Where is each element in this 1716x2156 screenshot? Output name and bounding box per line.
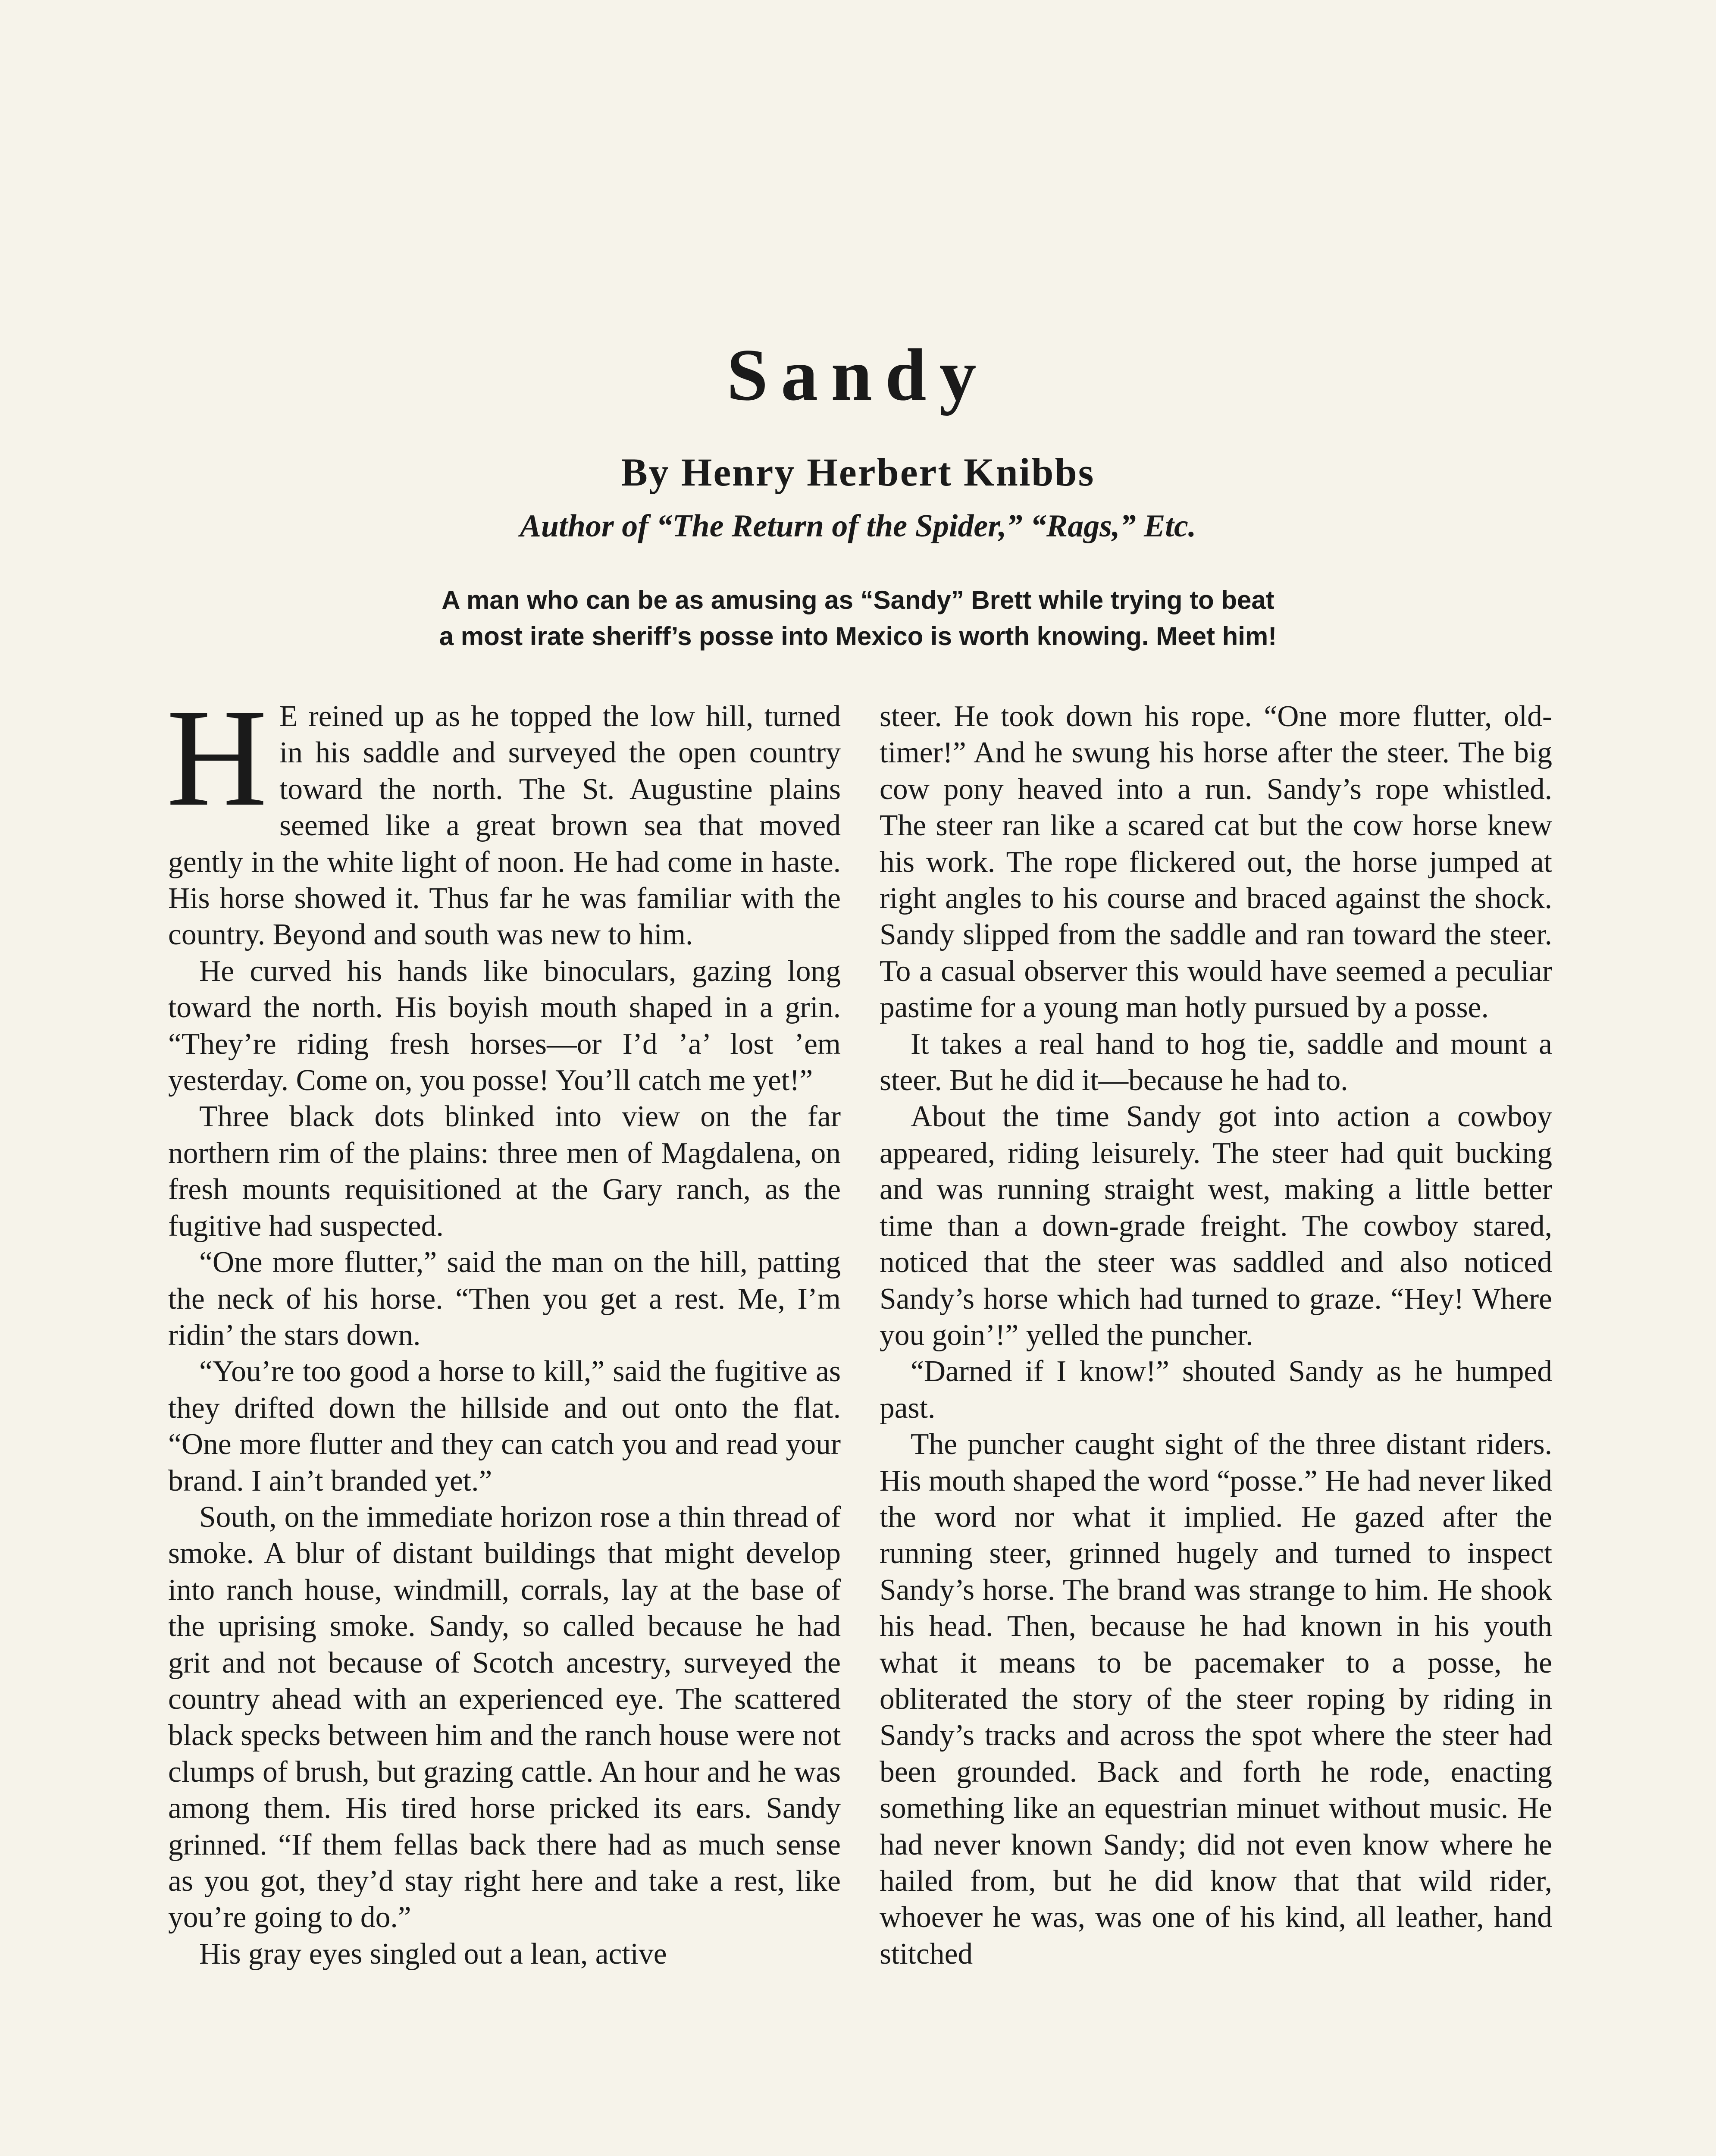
left-text-column	[166, 680, 841, 2156]
drop-cap: H	[166, 680, 267, 835]
author-byline: By Henry Herbert Knibbs	[621, 450, 1095, 494]
paragraph: He curved his hands like binoculars, gazing long toward the north. His boyish mouth shaped in a grin. “They’re riding fresh horses—or I’d ’a’ lost ’em yesterday. Come on, you posse! You’ll catch me yet!”	[168, 954, 841, 1097]
teaser-line-2: a most irate sheriff’s posse into Mexico is worth knowing. Meet him!	[439, 622, 1277, 651]
story-teaser	[345, 582, 1371, 655]
paragraph: South, on the immediate horizon rose a thin thread of smoke. A blur of distant buildings that might develop into ranch house, windmill, corrals, lay at the base of the uprising smoke. Sandy, so called because he had grit and not because of Scotch ancestry, surveyed the country ahead with an experienced eye. The scattered black specks between him and the ranch house were not clumps of brush, but grazing cattle. An hour and he was among them. His tired horse pricked its ears. Sandy grinned. “If them fellas back there had as much sense as you got, they’d stay right here and take a rest, like you’re going to do.”	[168, 1500, 841, 1934]
author-credits: Author of “The Return of the Spider,” “Rags,” Etc.	[520, 508, 1196, 544]
paragraph: Three black dots blinked into view on the far northern rim of the plains: three men of Magdalena, on fresh mounts requisitioned at the Gary ranch, as the fugitive had suspected.	[168, 1100, 841, 1243]
paragraph: steer. He took down his rope. “One more flutter, old-timer!” And he swung his horse after the steer. The big cow pony heaved into a run. Sandy’s rope whistled. The steer ran like a scared cat but the cow horse knew his work. The rope flickered out, the horse jumped at right angles to his course and braced against the shock. Sandy slipped from the saddle and ran toward the steer. To a casual observer this would have seemed a peculiar pastime for a young man hotly pursued by a posse.	[880, 700, 1552, 1025]
paragraph	[166, 680, 841, 953]
paragraph: “Darned if I know!” shouted Sandy as he humped past.	[880, 1355, 1552, 1425]
paragraph: “You’re too good a horse to kill,” said the fugitive as they drifted down the hillside and out onto the flat. “One more flutter and they can catch you and read your brand. I ain’t branded yet.”	[168, 1355, 841, 1498]
paragraph: The puncher caught sight of the three distant riders. His mouth shaped the word “posse.” He had never liked the word nor what it implied. He gazed after the running steer, grinned hugely and turned to inspect Sandy’s horse. The brand was strange to him. He shook his head. Then, because he had known in his youth what it means to be pacemaker to a posse, he obliterated the story of the steer roping by riding in Sandy’s tracks and across the spot where the steer had been grounded. Back and forth he rode, enacting something like an equestrian minuet without music. He had never known Sandy; did not even know where he hailed from, but he did know that that wild rider, whoever he was, was one of his kind, all leather, hand stitched	[880, 1428, 1552, 1971]
paragraph-text: E reined up as he topped the low hill, turned in his saddle and surveyed the open country toward the north. The St. Augustine plains seemed like a great brown sea that moved gently in the white light of noon. He had come in haste. His horse showed it. Thus far he was familiar with the country. Beyond and south was new to him.	[168, 700, 841, 952]
story-title: Sandy	[726, 334, 990, 416]
paragraph: “One more flutter,” said the man on the hill, patting the neck of his horse. “Then you get a rest. Me, I’m ridin’ the stars down.	[168, 1246, 841, 1352]
teaser-line-1: A man who can be as amusing as “Sandy” Brett while trying to beat	[442, 586, 1274, 614]
paragraph: His gray eyes singled out a lean, active	[199, 1937, 667, 1971]
paragraph: It takes a real hand to hog tie, saddle and mount a steer. But he did it—because he had to.	[880, 1027, 1552, 1097]
right-text-column	[880, 699, 1552, 2156]
paragraph: About the time Sandy got into action a cowboy appeared, riding leisurely. The steer had quit bucking and was running straight west, making a little better time than a down-grade freight. The cowboy stared, noticed that the steer was saddled and also noticed Sandy’s horse which had turned to graze. “Hey! Where you goin’!” yelled the puncher.	[880, 1100, 1552, 1352]
